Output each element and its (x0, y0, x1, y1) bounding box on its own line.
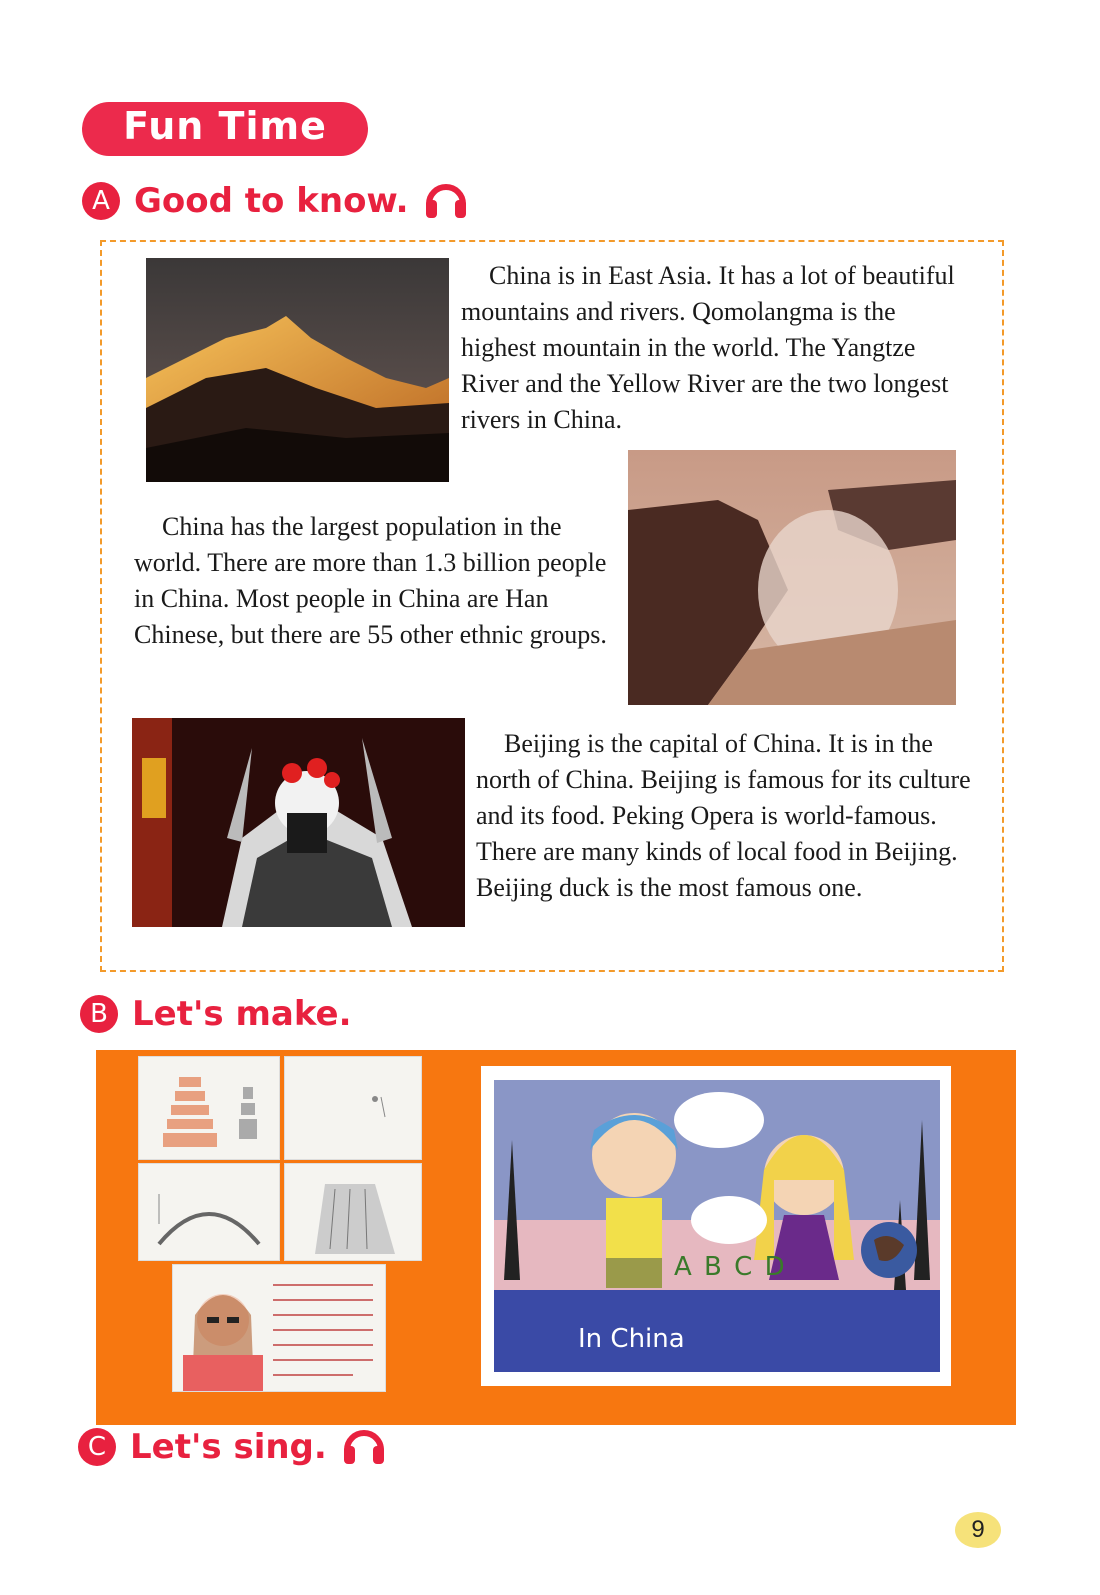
section-c-title: Let's sing. (130, 1426, 327, 1467)
paragraph-population: China has the largest population in the world. There are more than 1.3 billion people in China. Most people in China are Han Chinese, but there are 55 other ethnic groups. (134, 512, 607, 649)
waterfall-photo (628, 450, 956, 705)
section-c-heading (78, 1422, 387, 1471)
peking-opera-photo (132, 718, 465, 927)
banner-label: Fun Time (123, 104, 327, 148)
poster-caption: In China (578, 1324, 685, 1354)
page-number: 9 (955, 1512, 1001, 1548)
mountain-photo (146, 258, 449, 482)
drawing-pagoda (138, 1056, 280, 1160)
section-a-heading (82, 176, 469, 225)
fun-time-banner (82, 102, 368, 156)
paragraph-beijing: Beijing is the capital of China. It is in the north of China. Beijing is famous for its culture and its food. Peking Opera is world-famous. There are many kinds of local food in Beijing. Beijing duck is the most famous one. (476, 729, 971, 902)
headphones-icon[interactable] (341, 1422, 387, 1471)
poster-letters: A B C D (674, 1252, 787, 1282)
drawing-bridge (138, 1163, 280, 1261)
section-c-badge: C (78, 1428, 116, 1466)
headphones-icon[interactable] (423, 176, 469, 225)
section-b-title: Let's make. (132, 994, 352, 1034)
section-b-badge: B (80, 995, 118, 1033)
drawing-waterfall (284, 1163, 422, 1261)
poster-in-china (494, 1080, 940, 1372)
drawing-sketch (284, 1056, 422, 1160)
paragraph-geography: China is in East Asia. It has a lot of beautiful mountains and rivers. Qomolangma is the highest mountain in the world. The Yangtze River and the Yellow River are the two longest rivers in China. (461, 261, 955, 434)
section-b-heading (80, 994, 352, 1034)
drawing-letter-girl (172, 1264, 386, 1392)
section-a-title: Good to know. (134, 180, 409, 221)
section-a-badge: A (82, 182, 120, 220)
